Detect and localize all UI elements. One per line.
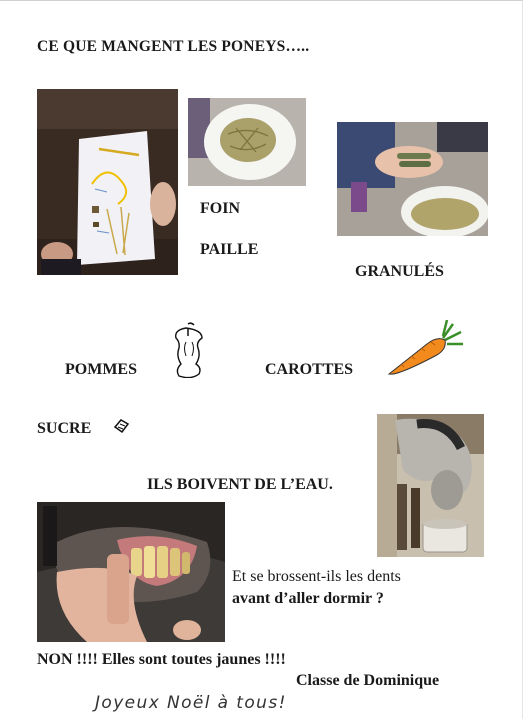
label-paille: PAILLE bbox=[200, 241, 259, 258]
answer-text: NON !!!! Elles sont toutes jaunes !!!! bbox=[37, 651, 286, 668]
label-granules: GRANULÉS bbox=[355, 263, 444, 280]
page-title: CE QUE MANGENT LES PONEYS….. bbox=[37, 38, 310, 55]
photo-drawing-poster bbox=[37, 89, 178, 275]
label-pommes: POMMES bbox=[65, 361, 137, 378]
carrot-icon bbox=[385, 320, 465, 383]
sugar-cube-icon bbox=[112, 418, 130, 439]
class-signature: Classe de Dominique bbox=[296, 672, 440, 689]
apple-core-icon bbox=[170, 322, 206, 383]
drink-text: ILS BOIVENT DE L’EAU. bbox=[147, 476, 333, 493]
question-line-2: avant d’aller dormir ? bbox=[232, 590, 384, 607]
question-line-1: Et se brossent-ils les dents bbox=[232, 568, 401, 585]
greeting-handwritten: Joyeux Noël à tous! bbox=[95, 693, 287, 713]
label-foin: FOIN bbox=[200, 200, 240, 217]
photo-hand-pellets bbox=[337, 122, 488, 236]
label-sucre: SUCRE bbox=[37, 420, 92, 437]
label-carottes: CAROTTES bbox=[265, 361, 354, 378]
photo-pony-drinking bbox=[377, 414, 484, 557]
photo-pony-teeth bbox=[37, 502, 225, 642]
photo-hay-basin bbox=[188, 98, 306, 186]
